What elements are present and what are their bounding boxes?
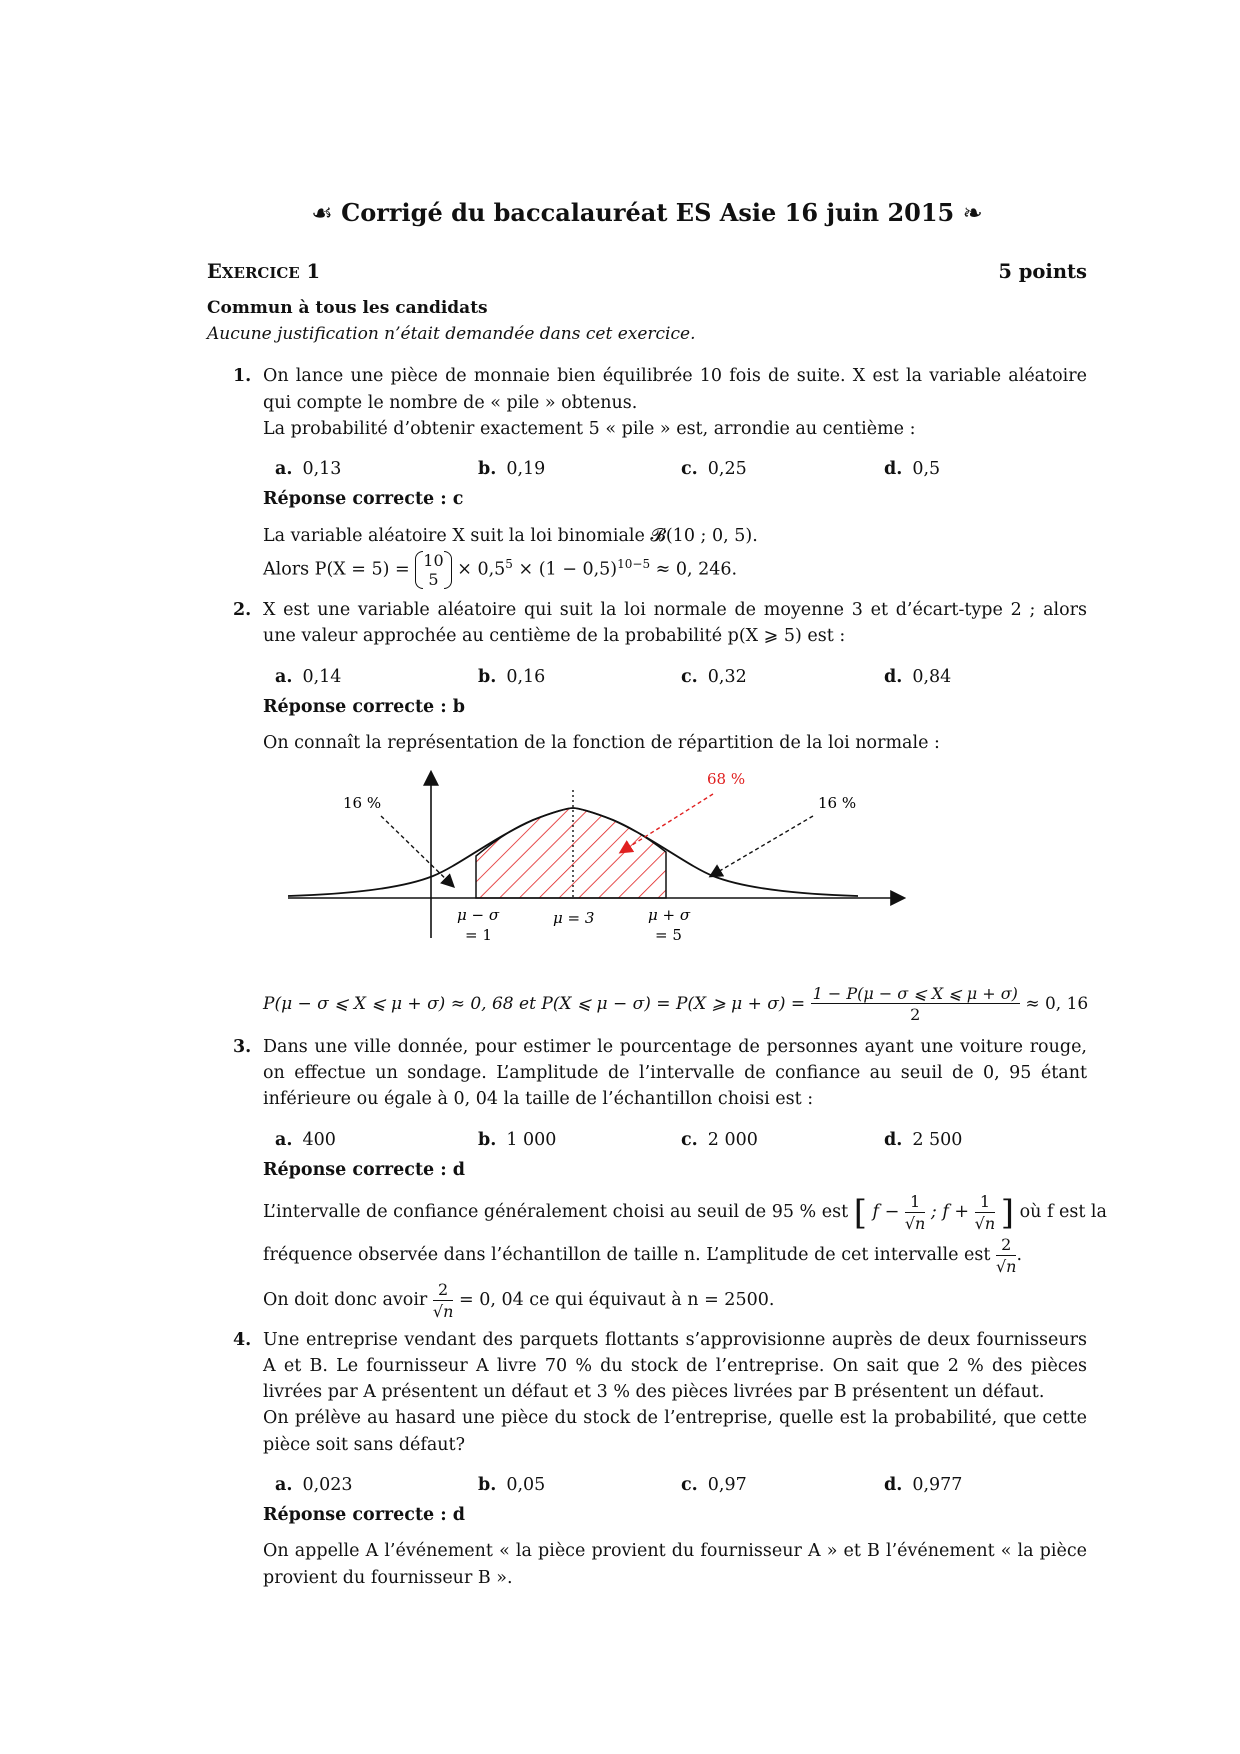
options xyxy=(275,456,1087,482)
question-text: Dans une ville donnée, pour estimer le pourcentage de personnes ayant une voiture rouge, on effectue un sondage. L’amplitude de l’intervalle de confiance au seuil de 0, 95 étant inférieure ou égale à 0, 04 la taille de l’échantillon choisi est : xyxy=(263,1036,1087,1110)
fraction: $\frac{2}{√n}$ xyxy=(432,1280,454,1322)
option-c: c. 0,97 xyxy=(681,1474,747,1495)
option-a: a. 0,023 xyxy=(275,1474,353,1495)
question-text: On lance une pièce de monnaie bien équilibrée 10 fois de suite. X est la variable aléatoire qui compte le nombre de « pile » obtenus. xyxy=(263,366,1087,413)
option-d: d. 0,977 xyxy=(884,1474,963,1495)
amplitude-text: fréquence observée dans l’échantillon de taille n. L’amplitude de cet intervalle est $\frac{2}{√n}$ . xyxy=(263,1235,1023,1276)
explanation: On connaît la représentation de la fonction de répartition de la loi normale : xyxy=(263,733,940,754)
question-2 xyxy=(207,597,1087,1024)
question-text-2: On prélève au hasard une pièce du stock de l’entreprise, quelle est la probabilité, que cette pièce soit sans défaut? xyxy=(263,1408,1087,1455)
explanation: On appelle A l’événement « la pièce provient du fournisseur A » et B l’événement « la pièce provient du fournisseur B ». xyxy=(263,1541,1087,1588)
fraction: $\frac{1 - P(\mu - \sigma ⩽ X ⩽ \mu + \sigma)}{2}$ xyxy=(812,983,1018,1025)
question-number: 2. xyxy=(233,600,252,621)
arrow-right-tail xyxy=(711,816,813,876)
binomial-formula: Alors P(X = 5) = 10 5 × $0,5^5 \times (1 - 0,5)^{10-5} \approx 0$, 246. xyxy=(263,550,738,589)
option-d: d. 0,84 xyxy=(884,666,952,687)
correct-answer: Réponse correcte : b xyxy=(263,696,466,717)
exercise-note: Aucune justification n’était demandée dans cet exercice. xyxy=(207,323,696,344)
options xyxy=(275,664,1087,690)
option-a: a. 0,14 xyxy=(275,666,342,687)
option-c: c. 2 000 xyxy=(681,1129,758,1150)
fraction: $\frac{1}{√n}$ xyxy=(974,1192,996,1233)
correct-answer: Réponse correcte : d xyxy=(263,1505,466,1526)
question-number: 3. xyxy=(233,1036,252,1057)
label-right-16: 16 % xyxy=(818,794,857,813)
question-number: 1. xyxy=(233,366,252,387)
option-c: c. 0,25 xyxy=(681,459,747,479)
title-text: Corrigé du baccalauréat ES Asie 16 juin 2015 xyxy=(341,198,955,227)
option-d: d. 2 500 xyxy=(884,1129,963,1150)
options xyxy=(275,1472,1087,1498)
option-b: b. 0,16 xyxy=(478,666,546,687)
ornament-left-icon: ☙ xyxy=(311,199,333,227)
question-text-2: La probabilité d’obtenir exactement 5 « pile » est, arrondie au centième : xyxy=(263,418,916,439)
option-b: b. 0,05 xyxy=(478,1474,546,1495)
common-label: Commun à tous les candidats xyxy=(207,298,488,319)
question-text: X est une variable aléatoire qui suit la loi normale de moyenne 3 et d’écart-type 2 ; alors une valeur approchée au centième de la probabilité p(X ⩾ 5) est : xyxy=(263,600,1087,647)
exercise-title: EXERCICE 1 xyxy=(207,260,321,283)
fraction: $\frac{1}{√n}$ xyxy=(904,1192,926,1233)
question-3 xyxy=(207,1034,1107,1322)
ornament-right-icon: ❧ xyxy=(962,199,983,227)
arrow-center xyxy=(621,794,713,852)
normal-distribution-diagram xyxy=(233,768,953,968)
confidence-interval-text: L’intervalle de confiance généralement choisi au seuil de 95 % est [ f − $\frac{1}{√n}$ ; f + $\frac{1}{√n}$ ] où f est la xyxy=(263,1192,1107,1233)
conclusion-text: On doit donc avoir $\frac{2}{√n}$ = 0, 04 ce qui équivaut à n = 2500. xyxy=(263,1280,775,1322)
tick-mu-minus-sigma: μ − σ xyxy=(457,906,500,925)
option-a: a. 400 xyxy=(275,1129,336,1150)
binomial-coefficient: 10 5 xyxy=(415,551,451,589)
correct-answer: Réponse correcte : c xyxy=(263,489,464,510)
tick-mu-plus-sigma-value: = 5 xyxy=(655,926,682,945)
page-title xyxy=(207,195,1087,231)
tick-mu-plus-sigma: μ + σ xyxy=(648,906,691,925)
exercise-header xyxy=(207,257,1087,286)
options xyxy=(275,1127,1087,1153)
tick-mu-minus-sigma-value: = 1 xyxy=(465,926,492,945)
label-center-68: 68 % xyxy=(707,770,746,789)
option-b: b. 1 000 xyxy=(478,1129,557,1150)
hatched-area xyxy=(476,808,666,898)
question-text: Une entreprise vendant des parquets flottants s’approvisionne auprès de deux fournisseurs A et B. Le fournisseur A livre 70 % du stock de l’entreprise. On sait que 2 % des pièces livrées par A présentent un défaut et 3 % des pièces livrées par B présentent un défaut. xyxy=(263,1329,1087,1403)
option-c: c. 0,32 xyxy=(681,666,747,687)
tail-probability-formula: P(μ − σ ⩽ X ⩽ μ + σ) ≈ 0, 68 et P(X ⩽ μ − σ) = P(X ⩾ μ + σ) = $\frac{1 - P(\mu - \sigma ⩽ X ⩽ \mu + \sigma)}{2}$ ≈ 0, 16 xyxy=(263,983,1089,1025)
option-a: a. 0,13 xyxy=(275,459,342,479)
page xyxy=(207,195,1107,1597)
correct-answer: Réponse correcte : d xyxy=(263,1159,466,1180)
exercise-points: 5 points xyxy=(998,260,1087,283)
explanation: La variable aléatoire X suit la loi binomiale 𝓑(10 ; 0, 5). xyxy=(263,525,758,546)
option-d: d. 0,5 xyxy=(884,459,941,479)
fraction: $\frac{2}{√n}$ xyxy=(995,1235,1017,1276)
question-4 xyxy=(207,1327,1087,1591)
arrow-left-tail xyxy=(381,816,453,886)
question-1 xyxy=(207,363,1087,589)
tick-mu: μ = 3 xyxy=(553,909,595,928)
option-b: b. 0,19 xyxy=(478,459,546,479)
label-left-16: 16 % xyxy=(343,794,382,813)
question-number: 4. xyxy=(233,1329,252,1350)
